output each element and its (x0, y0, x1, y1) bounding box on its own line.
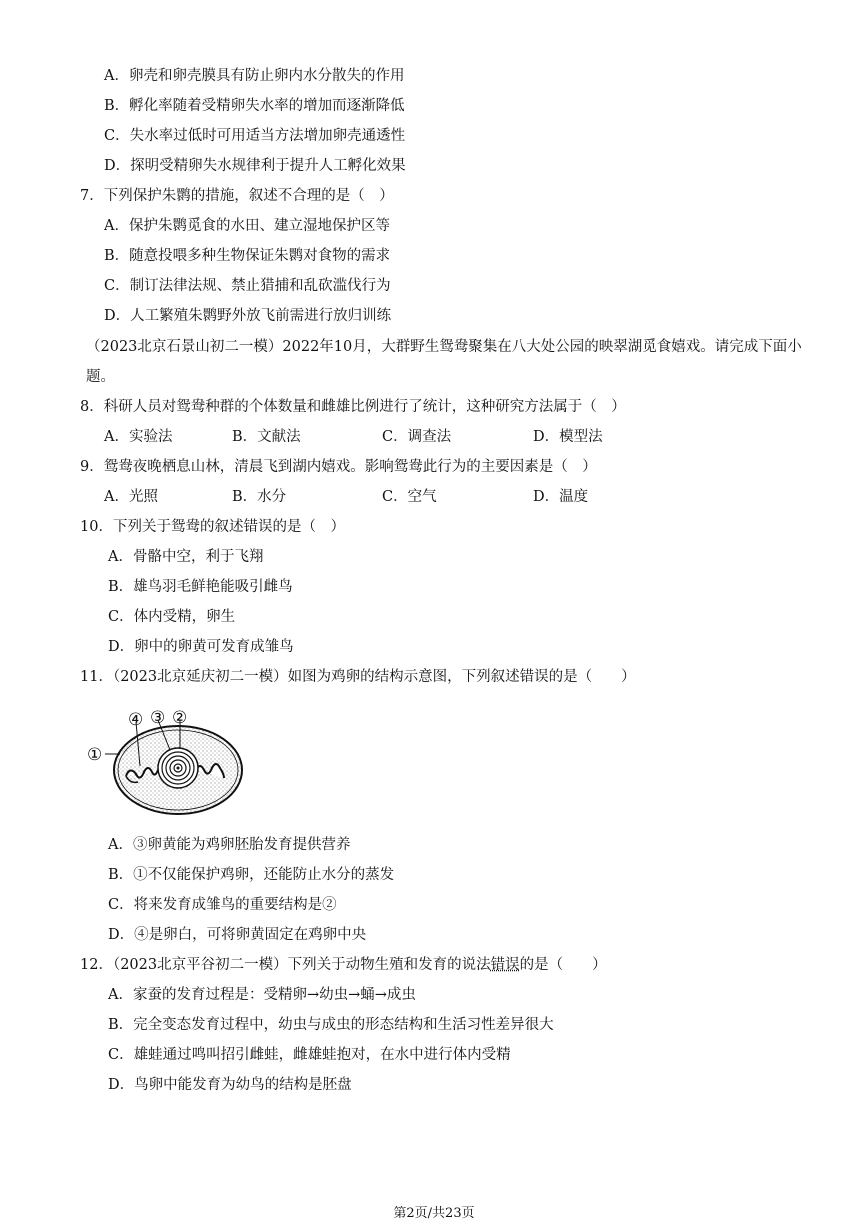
label-1: ① (87, 745, 103, 765)
q8-option-d: D．模型法 (533, 429, 603, 445)
q6-option-c: C．失水率过低时可用适当方法增加卵壳通透性 (104, 128, 406, 144)
q10-option-d: D．卵中的卵黄可发育成雏鸟 (108, 639, 294, 655)
q12-stem-after: 的是（ ） (519, 957, 607, 973)
q9-stem: 9．鸳鸯夜晚栖息山林，清晨飞到湖内嬉戏。影响鸳鸯此行为的主要因素是（ ） (80, 459, 597, 475)
q6-option-a: A．卵壳和卵壳膜具有防止卵内水分散失的作用 (104, 68, 405, 84)
q10-option-c: C．体内受精，卵生 (108, 609, 236, 625)
q7-option-d: D．人工繁殖朱鹮野外放飞前需进行放归训练 (104, 308, 392, 324)
q9-option-c: C．空气 (382, 489, 437, 505)
q9-option-d: D．温度 (533, 489, 589, 505)
q11-option-c: C．将来发育成雏鸟的重要结构是② (108, 897, 337, 913)
q8-option-b: B．文献法 (232, 429, 301, 445)
q12-stem-emphasis: 错误 (490, 957, 520, 973)
q8-option-c: C．调查法 (382, 429, 452, 445)
egg-structure-diagram (86, 702, 246, 820)
q12-option-a: A．家蚕的发育过程是：受精卵→幼虫→蛹→成虫 (108, 987, 416, 1003)
q11-option-d: D．④是卵白，可将卵黄固定在鸡卵中央 (108, 927, 367, 943)
label-2: ② (172, 708, 188, 728)
q12-option-b: B．完全变态发育过程中，幼虫与成虫的形态结构和生活习性差异很大 (108, 1017, 554, 1033)
q10-stem: 10．下列关于鸳鸯的叙述错误的是（ ） (80, 519, 345, 535)
q7-option-a: A．保护朱鹮觅食的水田、建立湿地保护区等 (104, 218, 390, 234)
yolk (158, 748, 198, 788)
label-3: ③ (150, 708, 166, 728)
label-4: ④ (128, 710, 144, 730)
q7-option-b: B．随意投喂多种生物保证朱鹮对食物的需求 (104, 248, 391, 264)
q12-stem (80, 955, 607, 975)
q6-option-b: B．孵化率随着受精卵失水率的增加而逐渐降低 (104, 98, 405, 114)
q8-option-a: A．实验法 (104, 429, 173, 445)
q10-option-b: B．雄鸟羽毛鲜艳能吸引雌鸟 (108, 579, 293, 595)
q6-option-d: D．探明受精卵失水规律利于提升人工孵化效果 (104, 158, 406, 174)
page-number: 第2页/共23页 (393, 1206, 475, 1221)
q7-stem: 7．下列保护朱鹮的措施，叙述不合理的是（ ） (80, 188, 394, 204)
q7-option-c: C．制订法律法规、禁止猎捕和乱砍滥伐行为 (104, 278, 391, 294)
q11-stem: 11．（2023北京延庆初二一模）如图为鸡卵的结构示意图，下列叙述错误的是（ ） (80, 669, 636, 685)
q12-option-d: D．鸟卵中能发育为幼鸟的结构是胚盘 (108, 1077, 352, 1093)
q11-option-a: A．③卵黄能为鸡卵胚胎发育提供营养 (108, 837, 351, 853)
q9-option-b: B．水分 (232, 489, 287, 505)
q11-option-b: B．①不仅能保护鸡卵，还能防止水分的蒸发 (108, 867, 395, 883)
q12-stem-before: 12．（2023北京平谷初二一模）下列关于动物生殖和发育的说法 (80, 957, 491, 973)
q9-option-a: A．光照 (104, 489, 158, 505)
q8-stem: 8．科研人员对鸳鸯种群的个体数量和雌雄比例进行了统计，这种研究方法属于（ ） (80, 399, 626, 415)
q12-option-c: C．雄蛙通过鸣叫招引雌蛙，雌雄蛙抱对，在水中进行体内受精 (108, 1047, 511, 1063)
group-intro: （2023北京石景山初二一模）2022年10月，大群野生鸳鸯聚集在八大处公园的映翠湖觅食嬉戏。请完成下面小题。 (86, 339, 802, 385)
q10-option-a: A．骨骼中空，利于飞翔 (108, 549, 264, 565)
